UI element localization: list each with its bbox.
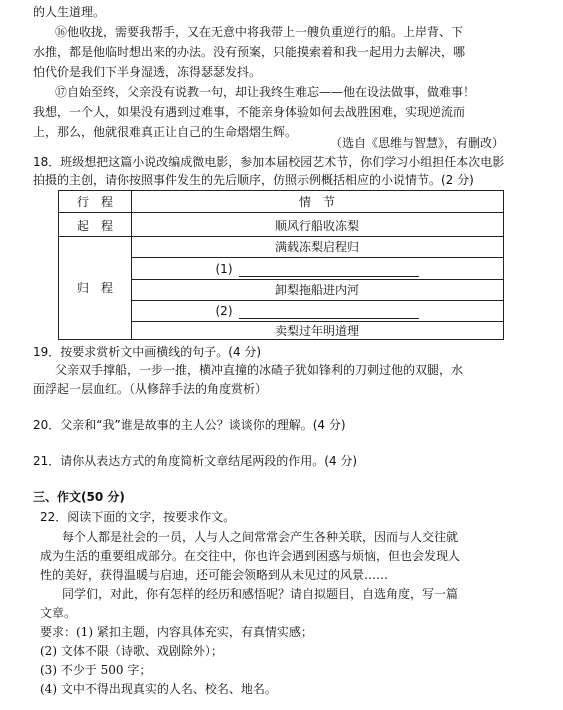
blank-1-label: (1) [215,262,233,276]
table-header-stage: 行 程 [76,195,113,209]
plot-table [58,190,504,340]
blank-2-answer-line[interactable] [239,306,419,319]
table-row2-plot: 卖梨过年明道理 [274,324,359,338]
question-19-title: 19．按要求赏析文中画横线的句子。(4 分) [33,345,262,359]
question-22-material-line: 成为生活的重要组成部分。在交往中，你也许会遇到困惑与烦恼，但也会发现人 [40,549,461,563]
passage-source: （选自《思维与智慧》，有删改） [330,136,505,150]
table-row2-plot: 满载冻梨启程归 [274,240,359,254]
question-18-line: 18．班级想把这篇小说改编成微电影，参加本届校园艺术节，你们学习小组担任本次电影 [33,155,505,169]
table-rule [59,236,503,237]
table-rule [131,321,503,322]
table-rule [131,279,503,280]
requirement-3: (3) 不少于 500 字； [40,663,152,677]
requirement-4: (4) 文中不得出现真实的人名、校名、地名。 [40,682,277,696]
table-row1-plot: 顺风行船收冻梨 [274,219,359,233]
passage-paragraph-16-line: 怕代价是我们下半身湿透，冻得瑟瑟发抖。 [33,65,262,79]
question-19-quote: 父亲双手撑船，一步一推，横冲直撞的冰碴子犹如锋利的刀刺过他的双腿，水 [55,363,464,377]
section-3-heading: 三、作文(50 分) [33,490,125,504]
passage-paragraph-17-line: 我想，一个人，如果没有遇到过难事，不能亲身体验如何去战胜困难，实现逆流而 [33,105,466,119]
passage-paragraph-16-line: ⑯他收拢，需要我帮手，又在无意中将我带上一艘负重逆行的船。上岸背、下 [55,25,464,39]
question-18-line: 拍摄的主创，请你按照事件发生的先后顺序，仿照示例概括相应的小说情节。(2 分) [33,173,474,187]
blank-2-label: (2) [215,304,233,318]
requirement-1: 要求：(1) 紧扣主题，内容具体充实，有真情实感； [40,625,313,639]
question-21: 21．请你从表达方式的角度简析文章结尾两段的作用。(4 分) [33,454,358,468]
table-header-plot: 情 节 [298,195,335,209]
passage-line: 的人生道理。 [33,5,106,19]
blank-1-answer-line[interactable] [239,264,419,277]
question-20: 20．父亲和“我”谁是故事的主人公？谈谈你的理解。(4 分) [33,418,346,432]
table-blank-1[interactable] [131,261,503,277]
question-22-material-line: 性的美好，获得温暖与启迪，还可能会领略到从未见过的风景…… [40,568,389,582]
question-22-material-line: 每个人都是社会的一员，人与人之间常常会产生各种关联，因而与人交往就 [62,530,459,544]
question-22-prompt-line: 同学们，对此，你有怎样的经历和感悟呢？请自拟题目，自选角度，写一篇 [62,587,459,601]
question-22-prompt-line: 文章。 [40,606,77,620]
table-row2-plot: 卸梨拖船进内河 [274,283,359,297]
question-22-title: 22．阅读下面的文字，按要求作文。 [40,510,236,524]
table-rule [131,300,503,301]
table-row1-stage: 起 程 [76,219,113,233]
question-19-quote: 面浮起一层血红。（从修辞手法的角度赏析） [33,382,268,396]
requirement-2: (2) 文体不限（诗歌、戏剧除外）； [40,644,223,658]
passage-paragraph-17-line: ⑰自始至终，父亲没有说教一句，却让我终生难忘——他在设法做事，做难事！ [55,85,476,99]
table-rule [131,257,503,258]
table-row2-stage: 归 程 [76,281,113,295]
passage-paragraph-16-line: 水推，都是他临时想出来的办法。没有预案，只能摸索着和我一起用力去解决，哪 [33,45,466,59]
passage-paragraph-17-line: 上，那么，他就很难真正让自己的生命熠熠生辉。 [33,125,298,139]
table-rule [59,212,503,213]
table-blank-2[interactable] [131,303,503,319]
